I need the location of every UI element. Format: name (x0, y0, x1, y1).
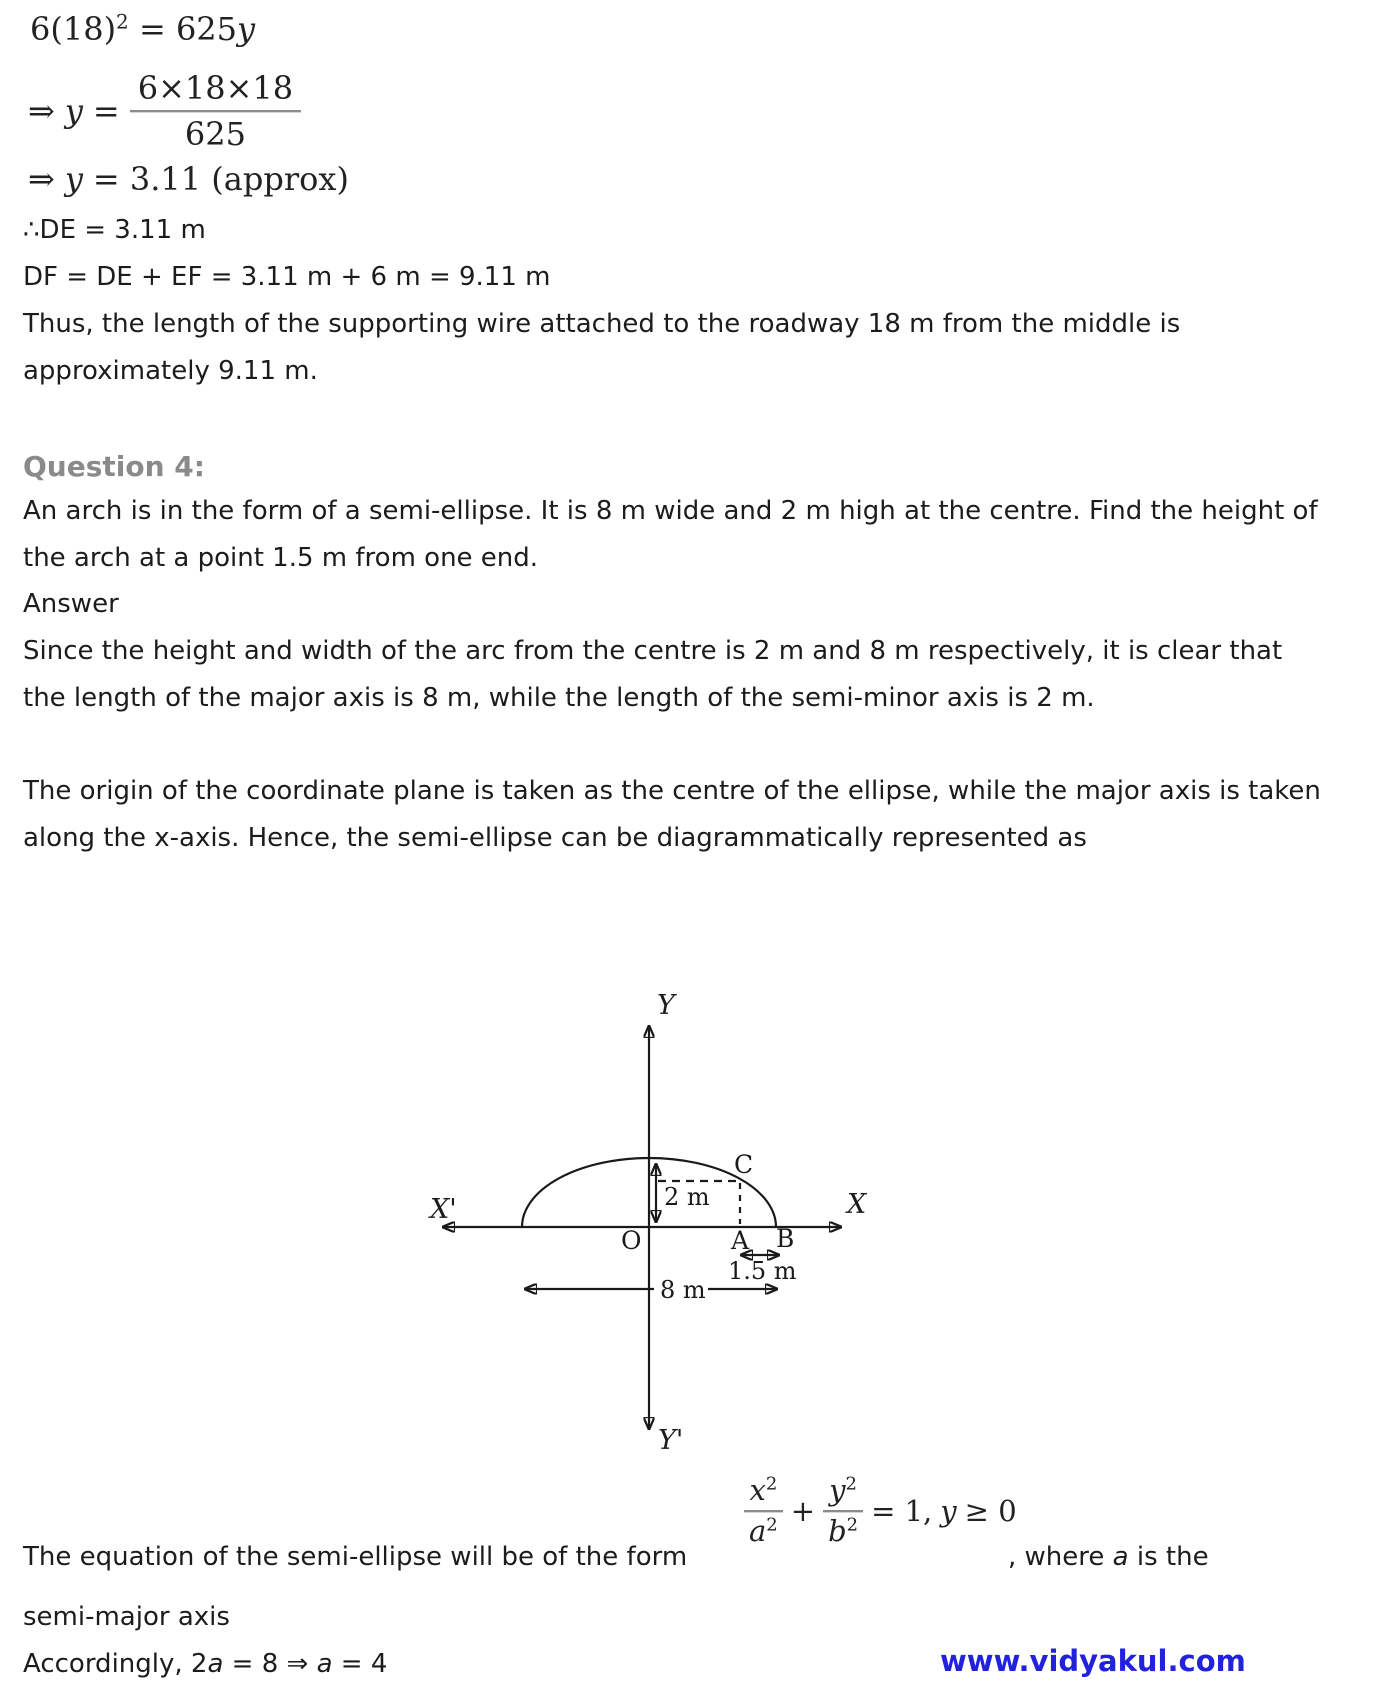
y-condition: ≥ 0 (964, 1494, 1017, 1529)
point-b-label: B (776, 1224, 795, 1253)
accordingly-line: Accordingly, 2a = 8 ⇒ a = 4 (23, 1649, 388, 1679)
eq1-exponent: 2 (116, 9, 129, 34)
ellipse-equation (744, 1475, 1017, 1548)
x-squared: $x^2$ (749, 1473, 778, 1507)
var-a: a (1112, 1542, 1129, 1572)
x-axis-label: X (847, 1189, 867, 1220)
fraction-bar (744, 1510, 783, 1513)
var-a: a (207, 1649, 224, 1679)
fraction-bar (130, 110, 301, 113)
origin-label: O (621, 1226, 642, 1255)
question-heading: Question 4: (23, 450, 205, 483)
eq3-result: = 3.11 (approx) (92, 160, 349, 198)
answer-label: Answer (23, 589, 119, 619)
fraction-bar (823, 1510, 863, 1513)
equation-line-2 (28, 70, 301, 153)
answer-paragraph-since: Since the height and width of the arc from the centre is 2 m and 8 m respectively, it is clear that the length of the major axis is 8 m, while the length of the semi-minor axis is 2 m. (23, 636, 1283, 713)
equation-intro-text: The equation of the semi-ellipse will be of the form (23, 1542, 688, 1572)
point-a-label: A (731, 1226, 750, 1255)
df-result-line: DF = DE + EF = 3.11 m + 6 m = 9.11 m (23, 262, 551, 292)
y-squared: $y^2$ (829, 1473, 857, 1507)
point-c-label: C (734, 1150, 754, 1179)
equation-line-1 (30, 10, 255, 48)
semi-major-axis-line: semi-major axis (23, 1602, 230, 1632)
conclusion-paragraph: Thus, the length of the supporting wire attached to the roadway 18 m from the middle is approximately 9.11 m. (23, 309, 1181, 386)
a-squared: $a^2$ (749, 1513, 778, 1548)
plus-sign: + (790, 1494, 816, 1529)
x-over-a-fraction (744, 1475, 783, 1548)
site-link[interactable]: www.vidyakul.com (940, 1644, 1246, 1678)
x-prime-axis-label: X' (430, 1194, 457, 1225)
equation-outro-text: , where a is the (1008, 1542, 1209, 1572)
y-axis-label: Y (657, 990, 675, 1021)
y-over-b-fraction (823, 1475, 863, 1548)
b-squared: $b^2$ (828, 1513, 859, 1548)
equals-one: = 1, (871, 1494, 933, 1529)
de-result-line: ∴DE = 3.11 m (23, 215, 206, 245)
implies-arrow: ⇒ (28, 92, 55, 131)
fraction-denominator: 625 (184, 114, 246, 153)
var-a: a (316, 1649, 333, 1679)
eq1-rhs: = 625 (128, 10, 238, 48)
eq1-variable: y (237, 10, 256, 48)
eq3-variable: y (64, 160, 83, 198)
implies-arrow: ⇒ (28, 160, 55, 198)
y-condition-var: y (940, 1494, 957, 1529)
from-end-measurement: 1.5 m (728, 1257, 797, 1285)
fraction-numerator: 6×18×18 (137, 69, 294, 107)
question-text: An arch is in the form of a semi-ellipse. It is 8 m wide and 2 m high at the centre. Find the height of the arch at a point 1.5 m from one end. (23, 496, 1318, 573)
equation-line-3 (28, 160, 349, 198)
height-measurement: 2 m (664, 1183, 710, 1211)
eq2-variable: y (64, 92, 83, 131)
eq1-base: 6(18) (30, 10, 117, 48)
width-measurement: 8 m (660, 1276, 706, 1304)
fraction (130, 70, 301, 153)
y-prime-axis-label: Y' (658, 1425, 684, 1456)
semi-ellipse-diagram (410, 908, 910, 1468)
answer-paragraph-origin: The origin of the coordinate plane is taken as the centre of the ellipse, while the major axis is taken along the x-axis. Hence, the semi-ellipse can be diagrammatically represented as (23, 776, 1321, 853)
eq2-equals: = (92, 92, 120, 131)
